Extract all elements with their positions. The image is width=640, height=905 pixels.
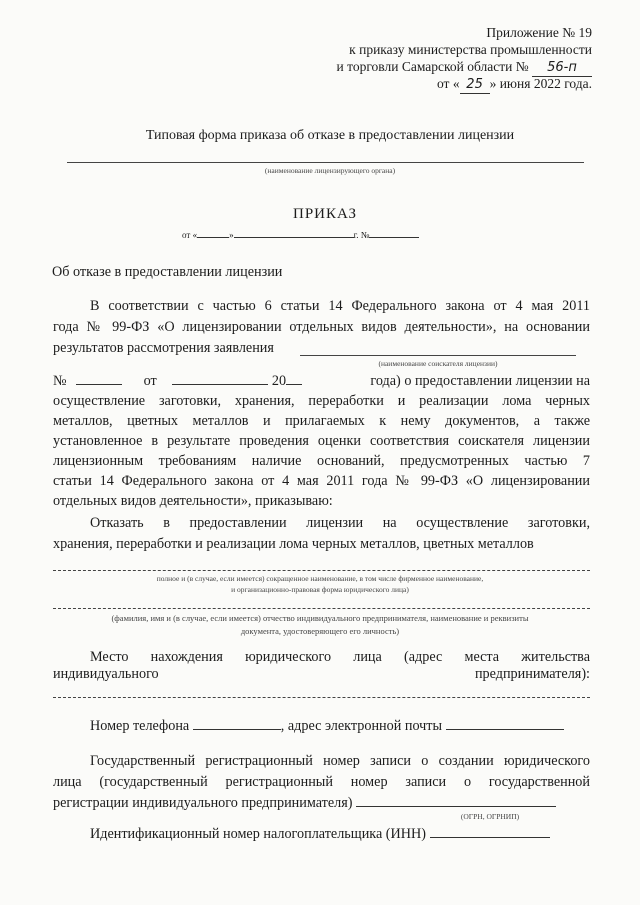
p2-line5: лицензионным требованиям наличие оснований, предусмотренных частью 7 bbox=[53, 453, 590, 469]
phone-label: Номер телефона bbox=[90, 718, 190, 734]
p2-line4: установленное в результате проведения оценки соответствия соискателя лицензии bbox=[53, 433, 590, 449]
org-name-line bbox=[53, 570, 590, 571]
registration-line3 bbox=[53, 795, 590, 812]
org-caption-1: полное и (в случае, если имеется) сокращенное наименование, в том числе фирменное наименование, bbox=[156, 574, 484, 583]
applicant-line bbox=[300, 355, 576, 356]
location-line2-right: предпринимателя): bbox=[474, 666, 590, 682]
order-subject: Об отказе в предоставлении лицензии bbox=[52, 264, 283, 280]
order-date-line bbox=[182, 230, 419, 240]
order-month-blank bbox=[234, 237, 354, 238]
location-line2-left: индивидуального bbox=[53, 666, 159, 682]
p2-line6: статьи 14 Федерального закона от 4 мая 2011 года № 99-ФЗ «О лицензировании bbox=[53, 473, 590, 489]
p2-line3: металлов, цветных металлов и прилагаемых к нему документов, а также bbox=[53, 413, 590, 429]
applicant-caption: (наименование соискателя лицензии) bbox=[378, 359, 498, 368]
date-suffix: » июня 2022 года. bbox=[489, 76, 592, 91]
registration-line1: Государственный регистрационный номер записи о создании юридического bbox=[90, 753, 590, 769]
appendix-date-line bbox=[437, 75, 592, 94]
location-line1: Место нахождения юридического лица (адрес места жительства bbox=[90, 649, 590, 665]
p1-line3: результатов рассмотрения заявления bbox=[53, 340, 274, 356]
authority-caption: (наименование лицензирующего органа) bbox=[264, 166, 396, 175]
date-prefix: от « bbox=[436, 76, 460, 91]
registration-line2: лица (государственный регистрационный номер записи о государственной bbox=[53, 774, 590, 790]
order-number-handwritten: 56-п bbox=[532, 59, 592, 77]
p2-line2: осуществление заготовки, хранения, переработки и реализации лома черных bbox=[53, 393, 590, 409]
request-no-blank bbox=[76, 384, 122, 385]
person-name-line bbox=[53, 608, 590, 609]
inn-blank bbox=[430, 837, 550, 838]
email-label: , адрес электронной почты bbox=[280, 718, 443, 734]
inn-label: Идентификационный номер налогоплательщика (ИНН) bbox=[90, 826, 426, 842]
p1-line2: года № 99-ФЗ «О лицензировании отдельных видов деятельности», на основании bbox=[53, 319, 590, 335]
location-line bbox=[53, 697, 590, 698]
request-date-blank bbox=[172, 384, 268, 385]
order-date-prefix: от « bbox=[182, 230, 198, 240]
email-blank bbox=[446, 729, 564, 730]
appendix-number: Приложение № 19 bbox=[486, 25, 592, 40]
request-year-label: 20 bbox=[271, 373, 287, 389]
request-rest: года) о предоставлении лицензии на bbox=[370, 373, 590, 389]
p1-line1: В соответствии с частью 6 статьи 14 Федерального закона от 4 мая 2011 bbox=[90, 298, 590, 314]
ogrn-blank bbox=[356, 806, 556, 807]
order-day-blank bbox=[197, 237, 229, 238]
p3-line2: хранения, переработки и реализации лома черных металлов, цветных металлов bbox=[53, 536, 534, 552]
authority-line bbox=[67, 162, 584, 163]
org-caption-2: и организационно-правовая форма юридического лица) bbox=[231, 585, 409, 594]
form-title: Типовая форма приказа об отказе в предоставлении лицензии bbox=[145, 128, 515, 143]
order-number-blank bbox=[369, 237, 419, 238]
day-handwritten: 25 bbox=[460, 76, 490, 94]
request-from-label: от bbox=[143, 373, 157, 389]
p2-line1 bbox=[53, 373, 590, 390]
phone-blank bbox=[193, 729, 281, 730]
p2-line7: отдельных видов деятельности», приказываю: bbox=[53, 493, 333, 509]
ogrn-caption: (ОГРН, ОГРНИП) bbox=[460, 812, 520, 821]
order-date-suffix: г. № bbox=[353, 230, 370, 240]
order-date-mid: » bbox=[229, 230, 234, 240]
person-caption-2: документа, удостоверяющего его личность) bbox=[240, 626, 400, 636]
appendix-order-number-prefix: и торговли Самарской области № bbox=[336, 59, 529, 74]
contacts-line bbox=[90, 718, 600, 735]
inn-line bbox=[90, 826, 600, 843]
person-caption-1: (фамилия, имя и (в случае, если имеется) отчество индивидуального предпринимателя, наименование и реквизиты bbox=[111, 613, 529, 623]
appendix-order-ref: к приказу министерства промышленности bbox=[349, 42, 592, 57]
order-title: ПРИКАЗ bbox=[293, 206, 357, 222]
request-no-label: № bbox=[53, 373, 67, 389]
request-year-blank bbox=[286, 384, 302, 385]
p3-line1: Отказать в предоставлении лицензии на осуществление заготовки, bbox=[90, 515, 590, 531]
registration-line3-text: регистрации индивидуального предпринимателя) bbox=[53, 795, 353, 811]
